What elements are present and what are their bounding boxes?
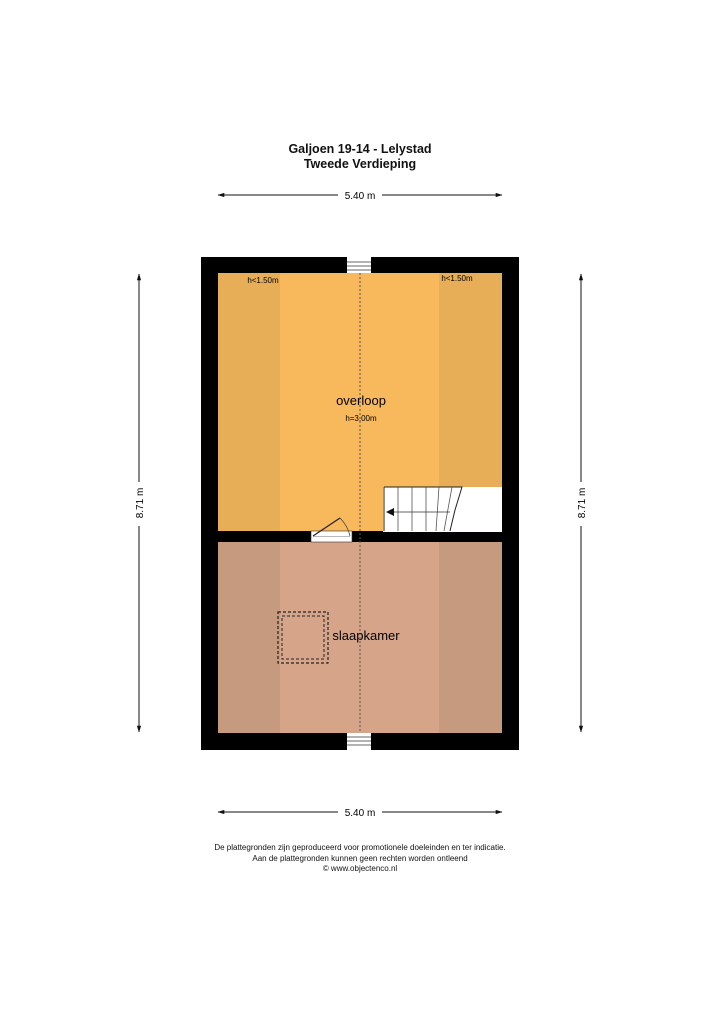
room-label-overloop: overloop	[336, 393, 386, 408]
low-height-label-right: h<1.50m	[441, 274, 473, 283]
plan-title: Galjoen 19-14 - Lelystad	[288, 142, 432, 156]
dimension-right	[577, 274, 588, 732]
dimension-top-label: 5.40 m	[344, 191, 376, 202]
copyright-line: © www.objectenco.nl	[322, 864, 398, 873]
low-height-label-left: h<1.50m	[247, 276, 279, 285]
window-bottom	[347, 733, 371, 750]
staircase	[383, 487, 502, 532]
window-top	[347, 257, 371, 273]
floor-name: Tweede Verdieping	[303, 157, 417, 171]
dimension-left	[135, 274, 146, 732]
dimension-bottom	[218, 808, 502, 819]
dimension-right-label: 8.71 m	[577, 487, 588, 519]
disclaimer-footer	[0, 843, 720, 875]
disclaimer-line-2: Aan de plattegronden kunnen geen rechten worden ontleend	[252, 853, 468, 863]
slaapkamer-low-zone-left	[218, 542, 280, 733]
slaapkamer-low-zone-right	[439, 542, 502, 733]
disclaimer-line-1: De plattegronden zijn geproduceerd voor promotionele doeleinden en ter indicatie.	[214, 843, 506, 852]
overloop-low-zone-right	[439, 273, 502, 487]
overloop-low-zone-left	[218, 273, 280, 531]
dimension-bottom-label: 5.40 m	[344, 808, 376, 819]
dimension-left-label: 8.71 m	[135, 487, 146, 519]
dimension-top	[218, 191, 502, 202]
room-label-slaapkamer: slaapkamer	[332, 628, 400, 643]
room-height-overloop: h=3.00m	[345, 414, 377, 423]
